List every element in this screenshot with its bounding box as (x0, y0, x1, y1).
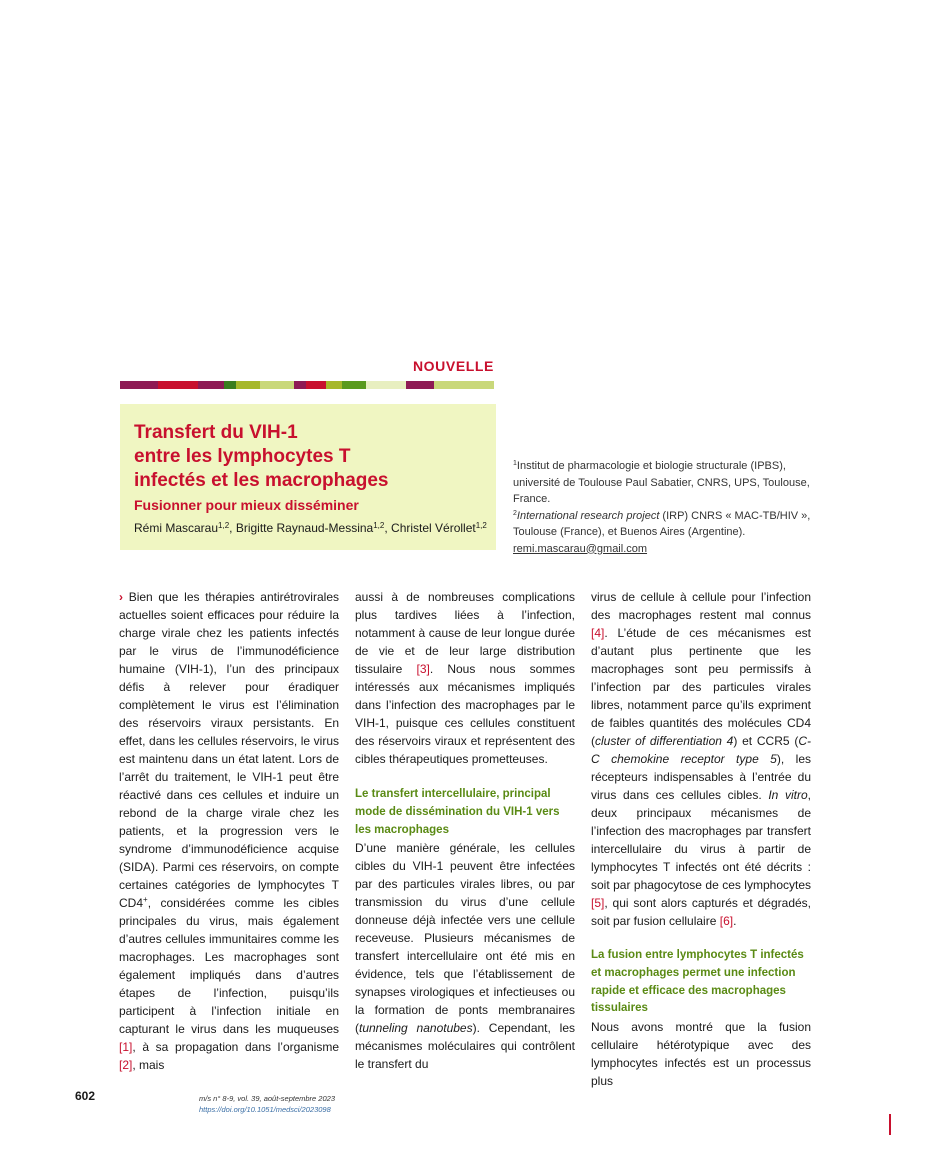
author-name: Christel Vérollet (391, 521, 476, 535)
stripe-segment (326, 381, 342, 389)
affiliation-italic: International research project (516, 509, 660, 522)
stripe-segment (120, 381, 158, 389)
doi-link[interactable]: https://doi.org/10.1051/medsci/2023098 (199, 1105, 331, 1114)
body-text: virus de cellule à cellule pour l’infection des macrophages restent mal connus (591, 590, 811, 622)
lead-arrow-icon: › (119, 590, 123, 604)
author-email-link[interactable]: remi.mascarau@gmail.com (513, 542, 648, 555)
stripe-segment (260, 381, 294, 389)
affiliation-2 (513, 508, 813, 541)
italic-term: In vitro (768, 788, 808, 802)
author-name: Brigitte Raynaud-Messina (235, 521, 374, 535)
author-separator: , (384, 521, 392, 535)
stripe-segment (306, 381, 326, 389)
body-text: ). Cependant, les mécanismes moléculaires qui contrôlent le transfert du (355, 1021, 576, 1072)
stripe-segment (434, 381, 494, 389)
affiliations (513, 458, 813, 557)
title-line: entre les lymphocytes T (134, 446, 351, 467)
stripe-segment (406, 381, 434, 389)
author-affiliation-sup: 1,2 (373, 521, 385, 530)
section-heading: Le transfert intercellulaire, principal mode de dissémination du VIH-1 vers les macrophages (355, 788, 560, 836)
article-subtitle: Fusionner pour mieux disséminer (134, 497, 359, 513)
author-affiliation-sup: 1,2 (218, 521, 230, 530)
body-text: ) et CCR5 ( (733, 734, 799, 748)
body-text: . L’étude de ces mécanismes est d’autant plus pertinente que les macrophages sont peu permissifs à l’infection par des particules virales libres, notamment parce qu’ils expriment de faibles quantités des molécules CD4 ( (591, 626, 811, 748)
body-text: . (733, 914, 737, 928)
stripe-segment (158, 381, 198, 389)
stripe-segment (294, 381, 306, 389)
body-text: . Nous nous sommes intéressés aux mécanismes impliqués dans l’infection des macrophages par le VIH-1, puisque ces cellules constituent des réservoirs viraux et représentent des cibles thérapeutiques prometteuses. (355, 662, 575, 766)
body-paragraph (591, 588, 811, 930)
citation-link[interactable]: [2] (119, 1058, 133, 1072)
stripe-segment (224, 381, 236, 389)
body-text: , deux principaux mécanismes de l’infection des macrophages par transfert intercellulaire du virus à partir de lymphocytes T infectés ont été décrits : soit par phagocytose de ces lymphocytes (591, 788, 812, 892)
section-heading: La fusion entre lymphocytes T infectés et macrophages permet une infection rapide et efficace des macrophages tissulaires (591, 949, 804, 1015)
stripe-segment (236, 381, 260, 389)
body-paragraph (355, 839, 575, 1073)
affiliation-1 (513, 458, 813, 508)
stripe-segment (342, 381, 366, 389)
body-text: aussi à de nombreuses complications plus tardives liées à l’infection, notamment à cause de leur longue durée de vie et de leur large distribution tissulaire (355, 590, 575, 676)
affiliation-sup: 1 (513, 460, 517, 467)
body-text: , considérées comme les cibles principales du virus, mais également d’autres cellules immunitaires comme les macrophages. Les macrophages sont également impliqués dans d’autres étapes de l’infection, puisqu’ils participent à l’infection initiale en capturant le virus dans les muqueuses (119, 896, 339, 1036)
page-number: 602 (75, 1089, 96, 1103)
body-text: ), les récepteurs indispensables à l’entrée du virus dans ces cellules cibles. (591, 752, 811, 802)
column-1 (119, 588, 339, 1074)
citation-link[interactable]: [1] (119, 1040, 133, 1054)
body-text: , qui sont alors capturés et dégradés, soit par fusion cellulaire (591, 896, 811, 928)
body-text: D’une manière générale, les cellules cibles du VIH-1 peuvent être infectées par des particules virales libres, ou par transmission du virus d’une cellule donneuse déjà infectée vers une cellule receveuse. Plusieurs mécanismes de transfert intercellulaire ont été mis en évidence, tels que l’établissement de synapses virologiques et infectieuses ou la formation de ponts membranaires ( (355, 841, 575, 1036)
body-paragraph (355, 588, 575, 768)
body-text: Bien que les thérapies antirétrovirales actuelles soient efficaces pour réduire la charge virale chez les patients infectés par le virus de l’immunodéficience humaine (VIH-1), l’un des principaux défis à relever pour éradiquer complètement le virus est l’élimination des réservoirs viraux persistants. En effet, dans les cellules réservoirs, le virus est maintenu dans un état latent. Lors de l’arrêt du traitement, le VIH-1 peut être réactivé dans ces cellules et induire un rebond de la charge virale chez les patients, et la progression vers le syndrome d’immunodéficience acquise (SIDA). Parmi ces réservoirs, on compte certaines catégories de lymphocytes T CD4 (119, 590, 339, 910)
affiliation-text: (IRP) CNRS « MAC-TB/HIV », Toulouse (France), et Buenos Aires (Argentine). (513, 509, 811, 538)
affiliation-sup: 2 (513, 509, 517, 517)
italic-term: C-C chemokine receptor type 5 (591, 734, 811, 766)
citation-link[interactable]: [4] (591, 626, 605, 640)
author-list (134, 520, 487, 536)
italic-term: tunneling nanotubes (359, 1021, 473, 1036)
section-tag: NOUVELLE (412, 358, 494, 374)
title-line: Transfert du VIH-1 (134, 422, 298, 443)
citation-link[interactable]: [5] (591, 896, 605, 910)
author-name: Rémi Mascarau (134, 521, 219, 535)
title-line: infectés et les macrophages (134, 470, 389, 491)
body-text: , mais (132, 1058, 165, 1072)
body-paragraph: Nous avons montré que la fusion cellulaire hétérotypique avec des lymphocytes infectés est un processus plus (591, 1020, 811, 1089)
author-separator: , (229, 521, 236, 535)
article-title (134, 421, 484, 493)
body-text: , à sa propagation dans l’organisme (132, 1040, 339, 1054)
column-3 (591, 588, 811, 1090)
journal-citation: m/s n° 8-9, vol. 39, août-septembre 2023 (199, 1094, 335, 1103)
citation-link[interactable]: [6] (719, 914, 734, 928)
body-paragraph (119, 588, 339, 1074)
column-2 (355, 588, 575, 1073)
journal-footer (199, 1093, 335, 1115)
italic-term: cluster of differentiation 4 (595, 734, 734, 748)
stripe-segment (198, 381, 224, 389)
affiliation-text: Institut de pharmacologie et biologie structurale (IPBS), université de Toulouse Paul Sabatier, CNRS, UPS, Toulouse, France. (513, 460, 810, 505)
author-affiliation-sup: 1,2 (475, 521, 487, 530)
edge-mark (889, 1114, 891, 1135)
color-stripe (120, 381, 494, 389)
superscript: + (143, 895, 148, 904)
stripe-segment (366, 381, 406, 389)
citation-link[interactable]: [3] (416, 662, 430, 676)
